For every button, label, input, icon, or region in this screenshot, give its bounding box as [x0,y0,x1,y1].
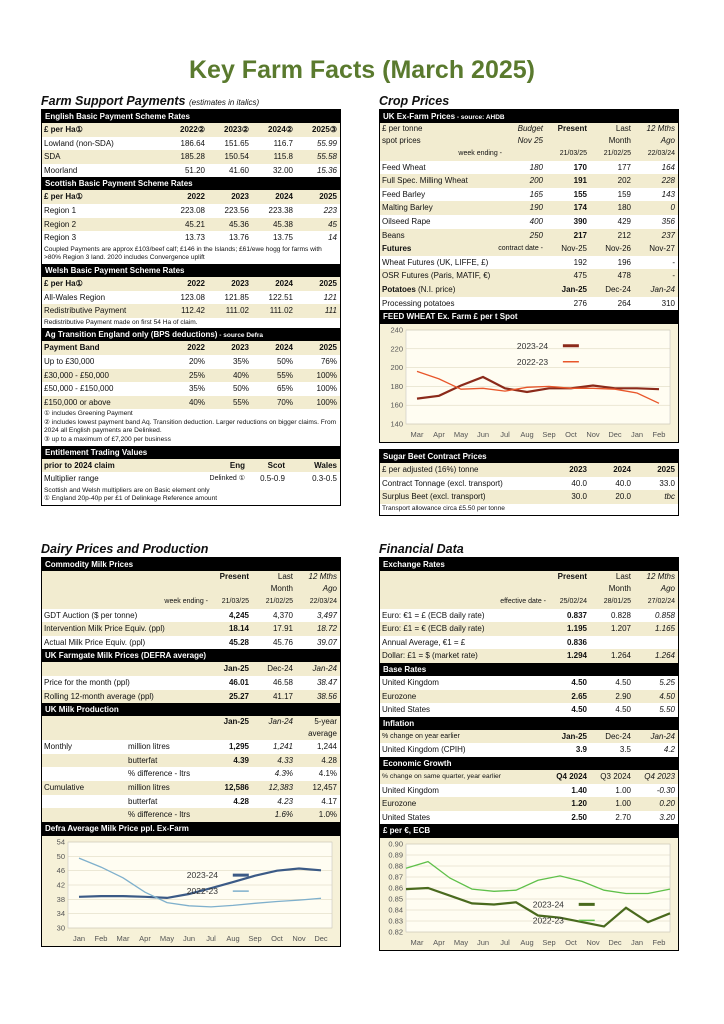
left-column [41,93,341,506]
table-row: butterfat 4.39 4.33 4.28 [42,754,340,768]
y-tick-label: 38 [56,894,65,904]
x-tick-label: Aug [520,938,534,948]
table-row: Region 2 45.21 45.36 45.38 45 [42,218,340,232]
table-row: United States 4.50 4.50 5.50 [382,705,675,715]
table-row: OSR Futures (Paris, MATIF, €) 475 478 - [380,269,678,283]
x-tick-label: Nov [292,933,306,943]
dairy-column [41,541,341,947]
milk-chart-bar: Defra Average Milk Price ppl. Ex-Farm [42,822,340,835]
futures-header: Futures contract date - Nov-25 Nov-26 Nov-27 [380,242,678,256]
table-row: Malting Barley 190 174 180 0 [380,201,678,215]
x-tick-label: Mar [410,938,424,948]
dairy-tables [41,557,341,836]
table-row: United Kingdom 4.50 4.50 5.25 [382,677,675,687]
table-row: Annual Average, €1 = £ 0.836 [382,637,587,647]
table-row: United Kingdom 1.40 1.00 -0.30 [382,785,675,795]
english-bps-bar: English Basic Payment Scheme Rates [42,110,340,123]
table-row: Euro: £1 = € (ECB daily rate) 1.195 1.207 1.165 [380,622,678,636]
table-row: Wheat Futures (UK, LIFFE, £) 192 196 - [382,257,675,267]
financial-tables [379,557,679,838]
table-header: Jan-25 Dec-24 Jan-24 [42,662,340,676]
x-tick-label: Jul [206,933,216,943]
y-tick-label: 0.88 [388,861,403,871]
table-row: Monthly million litres 1,295 1,241 1,244 [44,742,337,752]
y-tick-label: 50 [56,851,65,861]
table-row: butterfat 4.28 4.23 4.17 [128,796,337,806]
x-tick-label: Dec [608,938,622,948]
farm-support-heading: Farm Support Payments (estimates in italics) [41,94,260,108]
table-row: Surplus Beet (excl. transport) 30.0 20.0 tbc [380,490,678,504]
table-row: United Kingdom (CPIH) 3.9 3.5 4.2 [382,745,675,755]
y-tick-label: 160 [390,400,403,410]
sugar-bar: Sugar Beet Contract Prices [380,450,678,463]
table-row: Intervention Milk Price Equiv. (ppl) 18.14 17.91 18.72 [42,622,340,636]
x-tick-label: Feb [652,938,666,948]
milk-price-chart [41,836,341,947]
ag-transition-notes: ① includes Greening Payment ② includes lowest payment band Aq. Transition deduction. Larger reductions on bigger claims. From 2024 all English payments are Delinked. ③ up to a maximum of £7,200 per business [44,410,337,444]
x-tick-label: May [453,938,469,948]
commodity-bar: Commodity Milk Prices [42,558,340,571]
y-tick-label: 42 [56,880,65,890]
table-row: Contract Tonnage (excl. transport) 40.0 40.0 33.0 [382,478,675,488]
x-tick-label: Feb [652,430,666,440]
x-tick-label: Sep [542,430,556,440]
table-header: prior to 2024 claim Eng Scot Wales [42,459,340,473]
x-tick-label: Jul [500,430,510,440]
table-row: United States 2.50 2.70 3.20 [382,812,675,822]
table-row: Region 1 223.08 223.56 223.38 223 [44,205,337,215]
crop-tables [379,109,679,324]
table-row: Moorland 51.20 41.60 32.00 15.36 [44,165,337,175]
farmgate-bar: UK Farmgate Milk Prices (DEFRA average) [42,649,340,662]
right-column [379,93,679,516]
table-row: Feed Wheat 180 170 177 164 [382,162,675,172]
welsh-bps-bar: Welsh Basic Payment Scheme Rates [42,264,340,277]
table-row: Eurozone 2.65 2.90 4.50 [380,690,678,704]
feed-wheat-svg [380,324,678,442]
welsh-note: Redistributive Payment made on first 54 Ha of claim. [44,318,198,326]
x-tick-label: Mar [410,430,424,440]
page-title: Key Farm Facts (March 2025) [189,56,535,84]
base-rates-bar: Base Rates [380,663,678,676]
y-tick-label: 0.90 [388,839,403,849]
table-row: Cumulative million litres 12,586 12,383 12,457 [42,781,340,795]
y-tick-label: 30 [56,923,65,933]
table-header: Jan-25 Jan-24 5-year [42,716,340,728]
entitlement-bar: Entitlement Trading Values [42,446,340,459]
x-tick-label: Jan [630,938,644,948]
table-row: SDA 185.28 150.54 115.8 55.58 [42,150,340,164]
english-bps-table [41,109,341,506]
x-tick-label: May [453,430,469,440]
x-tick-label: Feb [94,933,108,943]
feed-wheat-chart [379,324,679,443]
wheat-chart-bar: FEED WHEAT Ex. Farm £ per t Spot [380,310,678,323]
table-row: Up to £30,000 20% 35% 50% 76% [44,356,337,366]
fx-chart-bar: £ per €, ECB [380,824,678,837]
legend-label: 2022-23 [516,356,549,367]
table-header: Month Ago [42,583,340,595]
table-row: All-Wales Region 123.08 121.85 122.51 121 [44,292,337,302]
date-row: week ending - 21/03/25 21/02/25 22/03/24 [380,147,678,161]
x-tick-label: Apr [433,938,445,948]
table-header: spot prices Nov 25 Month Ago [380,135,678,147]
table-header: Month Ago [380,583,678,595]
x-tick-label: May [159,933,175,943]
table-row: Feed Barley 165 155 159 143 [382,189,675,199]
table-header: £ per adjusted (16%) tonne 2023 2024 2025 [380,463,678,477]
table-row: £50,000 - £150,000 35% 50% 65% 100% [44,384,337,394]
financial-heading: Financial Data [379,542,464,556]
x-tick-label: Mar [116,933,130,943]
table-row: GDT Auction ($ per tonne) 4,245 4,370 3,497 [44,610,337,620]
x-tick-label: Jan [72,933,86,943]
x-tick-label: Apr [433,430,445,440]
potato-header: Potatoes (N.I. price) Jan-25 Dec-24 Jan-24 [380,283,678,297]
scottish-bps-bar: Scottish Basic Payment Scheme Rates [42,177,340,190]
table-header: Payment Band 2022 2023 2024 2025 [42,341,340,355]
y-tick-label: 0.86 [388,883,403,893]
x-tick-label: Sep [542,938,556,948]
x-tick-label: Oct [565,938,577,948]
y-tick-label: 0.84 [388,905,403,915]
legend-label: 2023-24 [516,340,549,351]
table-row: Multiplier range Delinked ① 0.5-0.9 0.3-0.5 [44,474,337,484]
table-row: Rolling 12-month average (ppl) 25.27 41.17 38.56 [42,690,340,704]
x-tick-label: Jun [182,933,196,943]
table-row: Region 3 13.73 13.76 13.75 14 [44,233,337,243]
x-tick-label: Apr [139,933,151,943]
table-header: £ per Ha① 2022② 2023② 2024② 2025③ [42,123,340,137]
table-row: % difference - ltrs 1.6% 1.0% [42,808,340,822]
production-bar: UK Milk Production [42,703,340,716]
x-tick-label: Jun [476,938,490,948]
y-tick-label: 0.87 [388,872,403,882]
milk-price-svg [42,836,340,946]
table-row: Actual Milk Price Equiv. (ppl) 45.28 45.76 39.07 [44,637,337,647]
gbp-eur-chart [379,838,679,951]
legend-label: 2023-24 [186,869,219,880]
table-row: Beans 250 217 212 237 [380,229,678,243]
y-tick-label: 200 [390,363,403,373]
financial-column [379,541,679,951]
table-header: % change on same quarter, year earlier Q4 2024 Q3 2024 Q4 2023 [380,770,678,784]
table-header: Present Last 12 Mths [380,571,678,583]
y-tick-label: 0.85 [388,894,403,904]
table-header: £ per Ha① 2022 2023 2024 2025 [42,277,340,291]
exchange-bar: Exchange Rates [380,558,678,571]
y-tick-label: 140 [390,419,403,429]
table-row: % difference - ltrs 4.3% 4.1% [128,769,337,779]
legend-label: 2022-23 [532,915,564,926]
table-header: £ per tonne Budget Present Last 12 Mths [380,123,678,135]
x-tick-label: Oct [565,430,577,440]
table-row: Eurozone 1.20 1.00 0.20 [380,797,678,811]
gbp-eur-svg [380,838,678,950]
table-row: Full Spec. Milling Wheat 200 191 202 228 [380,174,678,188]
table-row: Dollar: £1 = $ (market rate) 1.294 1.264 1.264 [380,649,678,663]
x-tick-label: Jan [630,430,644,440]
table-row: Euro: €1 = £ (ECB daily rate) 0.837 0.828 0.858 [382,610,675,620]
dairy-heading: Dairy Prices and Production [41,542,209,556]
table-header: Present Last 12 Mths [42,571,340,583]
exfarm-bar: UK Ex-Farm Prices - source: AHDB [380,110,678,123]
table-row: Lowland (non-SDA) 186.64 151.65 116.7 55.99 [44,138,337,148]
table-row: £30,000 - £50,000 25% 40% 55% 100% [42,369,340,383]
date-row: week ending - 21/03/25 21/02/25 22/03/24 [42,595,340,609]
x-tick-label: Nov [586,430,600,440]
table-row: Price for the month (ppl) 46.01 46.58 38.47 [44,677,337,687]
table-header: % change on year earlier Jan-25 Dec-24 Jan-24 [380,730,678,744]
x-tick-label: Jun [476,430,490,440]
x-tick-label: Sep [248,933,262,943]
y-tick-label: 0.89 [388,850,403,860]
x-tick-label: Aug [226,933,240,943]
y-tick-label: 54 [56,837,65,847]
x-tick-label: Dec [314,933,328,943]
y-tick-label: 240 [390,325,403,335]
x-tick-label: Oct [271,933,283,943]
y-tick-label: 220 [390,344,403,354]
crop-heading: Crop Prices [379,94,450,108]
x-tick-label: Dec [608,430,622,440]
sugar-table [379,449,679,515]
x-tick-label: Jul [500,938,510,948]
y-tick-label: 46 [56,865,65,875]
date-row: effective date - 25/02/24 28/01/25 27/02/24 [380,595,678,609]
inflation-bar: Inflation [380,717,678,730]
legend-label: 2023-24 [532,899,564,910]
table-row: Processing potatoes 276 264 310 [382,298,675,308]
scottish-note: Coupled Payments are approx £103/beef calf; £146 in the Islands; £61/ewe hogg for farms with >80% Region 3 land. 2020 includes Convergence uplift [44,245,322,262]
x-tick-label: Nov [586,938,600,948]
y-tick-label: 34 [56,908,65,918]
table-header: £ per Ha① 2022 2023 2024 2025 [42,190,340,204]
entitlement-notes: Scottish and Welsh multipliers are on Basic element only ① England 20p-40p per £1 of Delinkage Reference amount [44,486,218,503]
sugar-note: Transport allowance circa £5.50 per tonne [382,504,505,512]
y-tick-label: 180 [390,382,403,392]
x-tick-label: Aug [520,430,534,440]
y-tick-label: 0.83 [388,916,403,926]
y-tick-label: 0.82 [388,927,403,937]
table-header: average [42,728,340,740]
growth-bar: Economic Growth [380,757,678,770]
legend-label: 2022-23 [186,885,219,896]
table-row: £150,000 or above 40% 55% 70% 100% [42,396,340,410]
ag-transition-bar: Ag Transition England only (BPS deductions) - source Defra [42,328,340,341]
table-row: Redistributive Payment 112.42 111.02 111.02 111 [42,304,340,318]
table-row: Oilseed Rape 400 390 429 356 [382,216,675,226]
